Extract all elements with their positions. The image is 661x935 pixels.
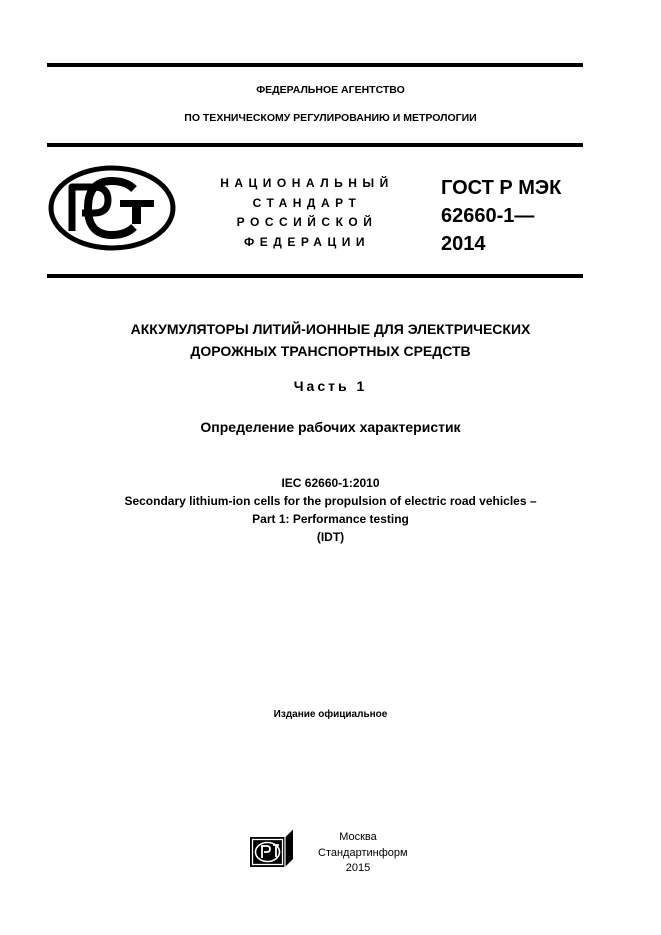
national-line-4: ФЕДЕРАЦИИ [244, 234, 370, 249]
document-subtitle: Определение рабочих характеристик [200, 419, 461, 435]
designation-line-3: 2014 [441, 233, 486, 255]
publisher-year: 2015 [345, 862, 371, 874]
standard-designation [441, 174, 561, 258]
national-standard-label [212, 174, 402, 252]
national-line-2: СТАНДАРТ [252, 195, 362, 210]
national-line-3: РОССИЙСКОЙ [236, 215, 378, 229]
title-divider [47, 274, 583, 278]
national-line-1: НАЦИОНАЛЬНЫЙ [220, 176, 394, 190]
standartinform-logo-icon [249, 828, 294, 868]
publisher-city: Москва [339, 831, 377, 843]
publisher-name: Стандартинформ [318, 846, 408, 859]
document-title-line-2: ДОРОЖНЫХ ТРАНСПОРТНЫХ СРЕДСТВ [190, 343, 471, 359]
iec-title-line-1: Secondary lithium-ion cells for the propulsion of electric road vehicles – [124, 494, 537, 508]
agency-line-2: ПО ТЕХНИЧЕСКОМУ РЕГУЛИРОВАНИЮ И МЕТРОЛОГИИ [184, 112, 477, 124]
gost-r-emblem-icon [48, 165, 176, 251]
iec-reference: IEC 62660-1:2010 [281, 476, 380, 490]
iec-title-line-2: Part 1: Performance testing [252, 512, 409, 526]
agency-line-1: ФЕДЕРАЛЬНОЕ АГЕНТСТВО [256, 84, 405, 96]
designation-line-1: ГОСТ Р МЭК [441, 177, 562, 199]
iec-equivalence: (IDT) [316, 530, 345, 544]
designation-line-2: 62660-1— [441, 205, 535, 227]
edition-label: Издание официальное [273, 709, 388, 720]
publisher-info [318, 830, 408, 877]
document-title-line-1: АККУМУЛЯТОРЫ ЛИТИЙ-ИОННЫЕ ДЛЯ ЭЛЕКТРИЧЕСКИХ [130, 321, 531, 337]
header-divider [47, 143, 583, 147]
top-rule [47, 63, 583, 67]
document-part: Часть 1 [293, 378, 368, 394]
